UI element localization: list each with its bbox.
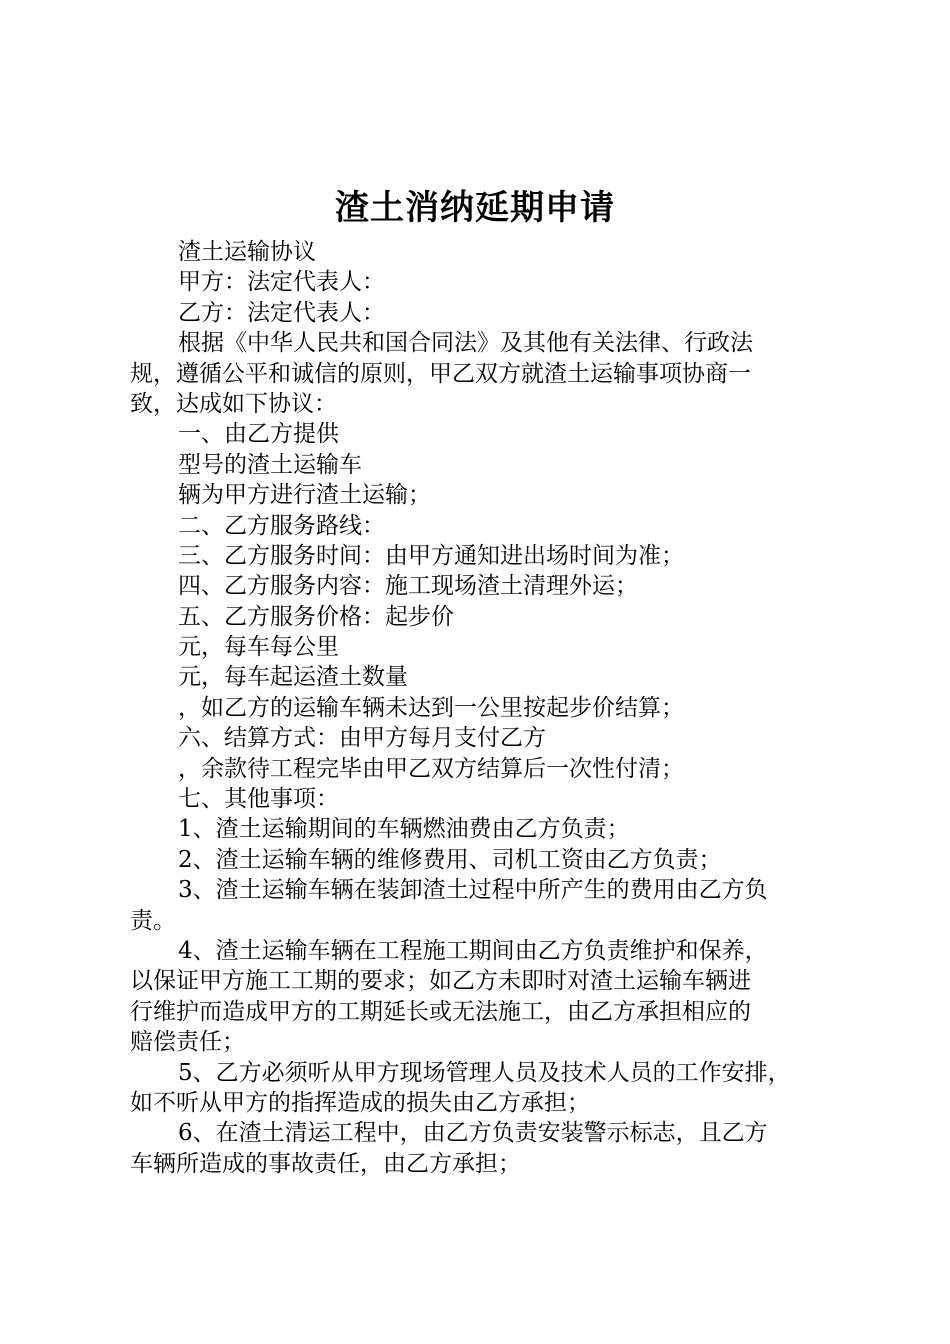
document-body: [130, 237, 832, 1179]
paragraph-line: 一、由乙方提供: [178, 421, 339, 448]
paragraph-line: 责。: [130, 907, 176, 934]
paragraph-line: 以保证甲方施工工期的要求；如乙方未即时对渣土运输车辆进: [130, 968, 751, 995]
paragraph-line: 1、渣土运输期间的车辆燃油费由乙方负责；: [178, 816, 630, 843]
paragraph-line: 6、在渣土清运工程中，由乙方负责安装警示标志，且乙方: [178, 1120, 768, 1147]
paragraph-line: 车辆所造成的事故责任，由乙方承担；: [130, 1150, 521, 1177]
paragraph-line: ，余款待工程完毕由甲乙双方结算后一次性付清；: [178, 755, 684, 782]
paragraph-line: 七、其他事项：: [178, 786, 339, 813]
paragraph-line: 5、乙方必须听从甲方现场管理人员及技术人员的工作安排，: [178, 1059, 791, 1086]
paragraph-line: 2、渣土运输车辆的维修费用、司机工资由乙方负责；: [178, 846, 722, 873]
paragraph-line: 型号的渣土运输车: [178, 451, 362, 478]
paragraph-line: 二、乙方服务路线：: [178, 512, 385, 539]
paragraph-line: 三、乙方服务时间：由甲方通知进出场时间为准；: [178, 542, 684, 569]
paragraph-line: 行维护而造成甲方的工期延长或无法施工，由乙方承担相应的: [130, 998, 751, 1025]
paragraph-line: 五、乙方服务价格：起步价: [178, 603, 454, 630]
paragraph-line: ，如乙方的运输车辆未达到一公里按起步价结算；: [178, 694, 684, 721]
paragraph-line: 渣土运输协议: [178, 239, 316, 265]
paragraph-line: 3、渣土运输车辆在装卸渣土过程中所产生的费用由乙方负: [178, 877, 768, 904]
paragraph-line: 致，达成如下协议：: [130, 390, 337, 417]
paragraph-line: 规，遵循公平和诚信的原则，甲乙双方就渣土运输事项协商一: [130, 360, 751, 387]
paragraph-line: 元，每车起运渣土数量: [178, 664, 408, 691]
paragraph-line: 如不听从甲方的指挥造成的损失由乙方承担；: [130, 1089, 590, 1116]
paragraph-line: 赔偿责任；: [130, 1029, 245, 1056]
paragraph-line: 元，每车每公里: [178, 634, 339, 661]
paragraph-line: 根据《中华人民共和国合同法》及其他有关法律、行政法: [178, 330, 753, 357]
paragraph-line: 六、结算方式：由甲方每月支付乙方: [178, 725, 546, 752]
paragraph-line: 辆为甲方进行渣土运输；: [178, 482, 431, 509]
paragraph-line: 乙方：法定代表人：: [178, 299, 385, 326]
paragraph-line: 四、乙方服务内容：施工现场渣土清理外运；: [178, 573, 638, 600]
paragraph-line: 4、渣土运输车辆在工程施工期间由乙方负责维护和保养，: [178, 937, 768, 964]
document-title: 渣土消纳延期申请: [335, 188, 615, 228]
paragraph-line: 甲方：法定代表人：: [178, 269, 385, 296]
